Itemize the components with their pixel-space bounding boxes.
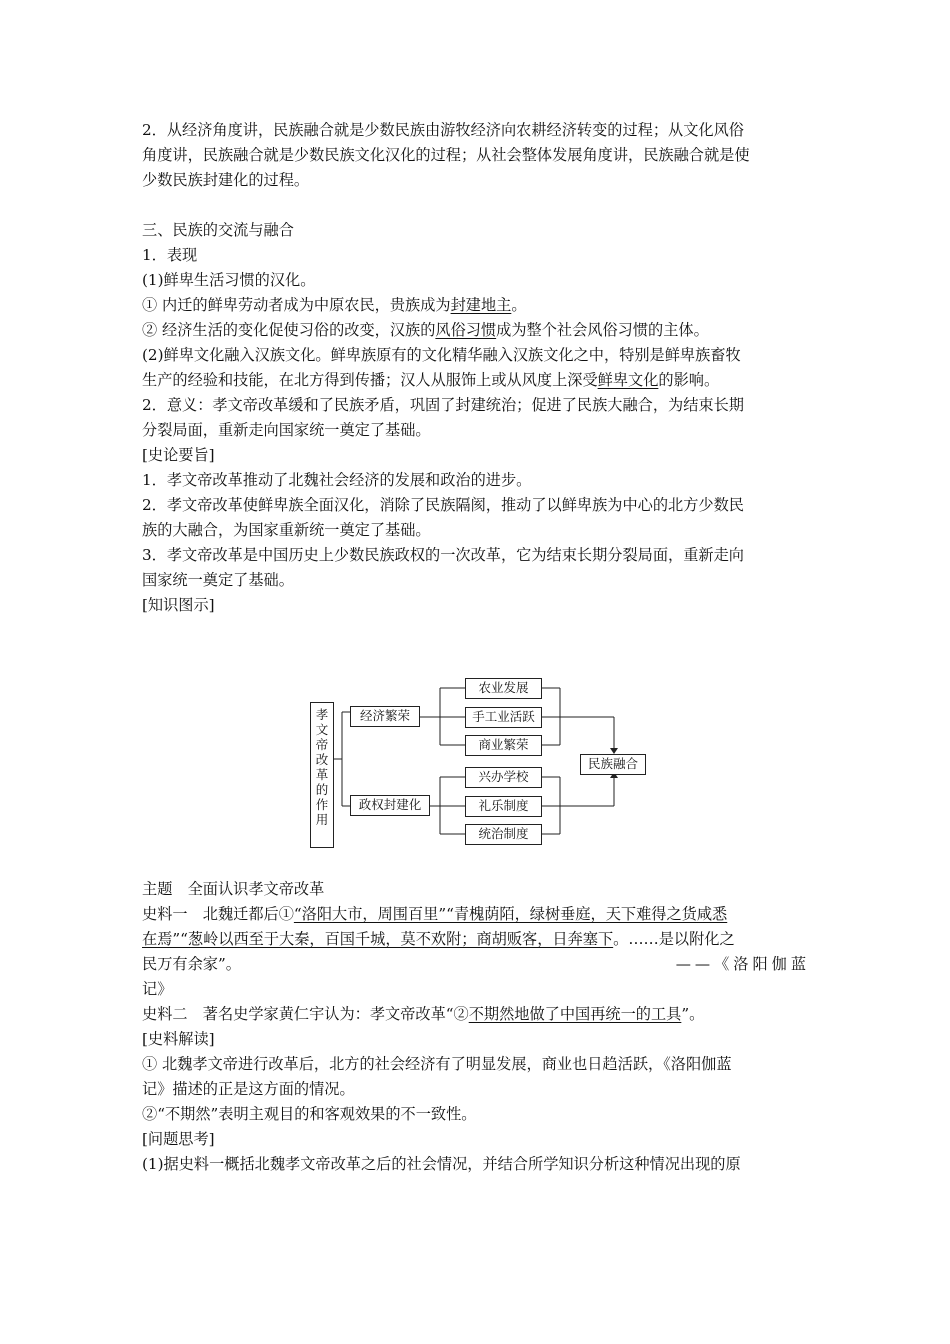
fill-blank-answer: 风俗习惯 bbox=[435, 321, 497, 339]
significance-line-2: 分裂局面，重新走向国家统一奠定了基础。 bbox=[142, 421, 431, 439]
fill-blank-answer: 鲜卑文化 bbox=[597, 371, 659, 389]
diagram-leaf-handicraft: 手工业活跃 bbox=[465, 707, 542, 728]
diagram-leaf-governance: 统治制度 bbox=[465, 824, 542, 845]
diagram-root-box: 孝 文 帝 改 革 的 作 用 bbox=[310, 702, 334, 848]
diagram-leaf-commerce: 商业繁荣 bbox=[465, 735, 542, 756]
interpretation-2: ②“不期然”表明主观目的和客观效果的不一致性。 bbox=[142, 1105, 477, 1123]
zhishi-heading: [知识图示] bbox=[142, 596, 215, 614]
subsection-1a: (1)鲜卑生活习惯的汉化。 bbox=[142, 271, 316, 289]
interpretation-heading: [史料解读] bbox=[142, 1030, 215, 1048]
diagram-leaf-schools: 兴办学校 bbox=[465, 767, 542, 788]
section-3-heading: 三、民族的交流与融合 bbox=[142, 221, 294, 239]
subsection-1b-line-2: 生产的经验和技能，在北方得到传播；汉人从服饰上或从风度上深受鲜卑文化的影响。 bbox=[142, 371, 720, 389]
source-1-line-2: 在焉”“葱岭以西至于大秦，百国千城，莫不欢附；商胡贩客，日奔塞下。……是以附化之 bbox=[142, 930, 735, 948]
fill-blank-answer: 封建地主 bbox=[450, 296, 512, 314]
para-2-line-3: 少数民族封建化的过程。 bbox=[142, 171, 310, 189]
subsection-1b-line-1: (2)鲜卑文化融入汉族文化。鲜卑族原有的文化精华融入汉族文化之中，特别是鲜卑族畜牧 bbox=[142, 346, 741, 364]
shilun-point-2-line-2: 族的大融合，为国家重新统一奠定了基础。 bbox=[142, 521, 431, 539]
question-1: (1)据史料一概括北魏孝文帝改革之后的社会情况，并结合所学知识分析这种情况出现的原 bbox=[142, 1155, 741, 1173]
interpretation-1-line-1: ① 北魏孝文帝进行改革后，北方的社会经济有了明显发展，商业也日趋活跃，《洛阳伽蓝 bbox=[142, 1055, 732, 1073]
source-2: 史料二 著名史学家黄仁宇认为：孝文帝改革“②不期然地做了中国再统一的工具”。 bbox=[142, 1005, 705, 1023]
source-1-citation: ——《洛阳伽蓝 bbox=[675, 955, 810, 973]
document-page bbox=[142, 118, 810, 618]
topic-title: 主题 全面认识孝文帝改革 bbox=[142, 880, 325, 898]
para-2-line-2: 角度讲，民族融合就是少数民族文化汉化的过程；从社会整体发展角度讲，民族融合就是使 bbox=[142, 146, 750, 164]
question-heading: [问题思考] bbox=[142, 1130, 215, 1148]
diagram-leaf-agriculture: 农业发展 bbox=[465, 678, 542, 699]
interpretation-1-line-2: 记》描述的正是这方面的情况。 bbox=[142, 1080, 355, 1098]
knowledge-diagram bbox=[310, 672, 646, 848]
diagram-node-feudalization: 政权封建化 bbox=[350, 795, 430, 816]
shilun-point-2-line-1: 2．孝文帝改革使鲜卑族全面汉化，消除了民族隔阂，推动了以鲜卑族为中心的北方少数民 bbox=[142, 496, 744, 514]
diagram-leaf-rites: 礼乐制度 bbox=[465, 796, 542, 817]
shilun-point-3-line-1: 3．孝文帝改革是中国历史上少数民族政权的一次改革，它为结束长期分裂局面，重新走向 bbox=[142, 546, 744, 564]
source-1-line-3: 民万有余家”。 ——《洛阳伽蓝 bbox=[142, 952, 810, 977]
diagram-node-economy: 经济繁荣 bbox=[350, 706, 420, 727]
underlined-quote: “洛阳大市，周围百里”“青槐荫陌，绿树垂庭，天下难得之货咸悉 bbox=[293, 905, 728, 923]
para-2-line-1: 2．从经济角度讲，民族融合就是少数民族由游牧经济向农耕经济转变的过程；从文化风俗 bbox=[142, 121, 744, 139]
item-1a-1: ① 内迁的鲜卑劳动者成为中原农民，贵族成为封建地主。 bbox=[142, 296, 527, 314]
item-1a-2: ② 经济生活的变化促使习俗的改变，汉族的风俗习惯成为整个社会风俗习惯的主体。 bbox=[142, 321, 709, 339]
underlined-quote: 不期然地做了中国再统一的工具 bbox=[468, 1005, 682, 1023]
significance-line-1: 2．意义：孝文帝改革缓和了民族矛盾，巩固了封建统治；促进了民族大融合，为结束长期 bbox=[142, 396, 744, 414]
shilun-point-3-line-2: 国家统一奠定了基础。 bbox=[142, 571, 294, 589]
diagram-node-ethnic-fusion: 民族融合 bbox=[580, 754, 646, 775]
source-1-citation-end: 记》 bbox=[142, 980, 173, 998]
topic-section bbox=[142, 877, 810, 1177]
subsection-1: 1．表现 bbox=[142, 246, 198, 264]
shilun-point-1: 1．孝文帝改革推动了北魏社会经济的发展和政治的进步。 bbox=[142, 471, 532, 489]
underlined-quote: 在焉”“葱岭以西至于大秦，百国千城，莫不欢附；商胡贩客，日奔塞下 bbox=[142, 930, 614, 948]
source-1-line-1: 史料一 北魏迁都后①“洛阳大市，周围百里”“青槐荫陌，绿树垂庭，天下难得之货咸悉 bbox=[142, 905, 728, 923]
shilun-heading: [史论要旨] bbox=[142, 446, 215, 464]
